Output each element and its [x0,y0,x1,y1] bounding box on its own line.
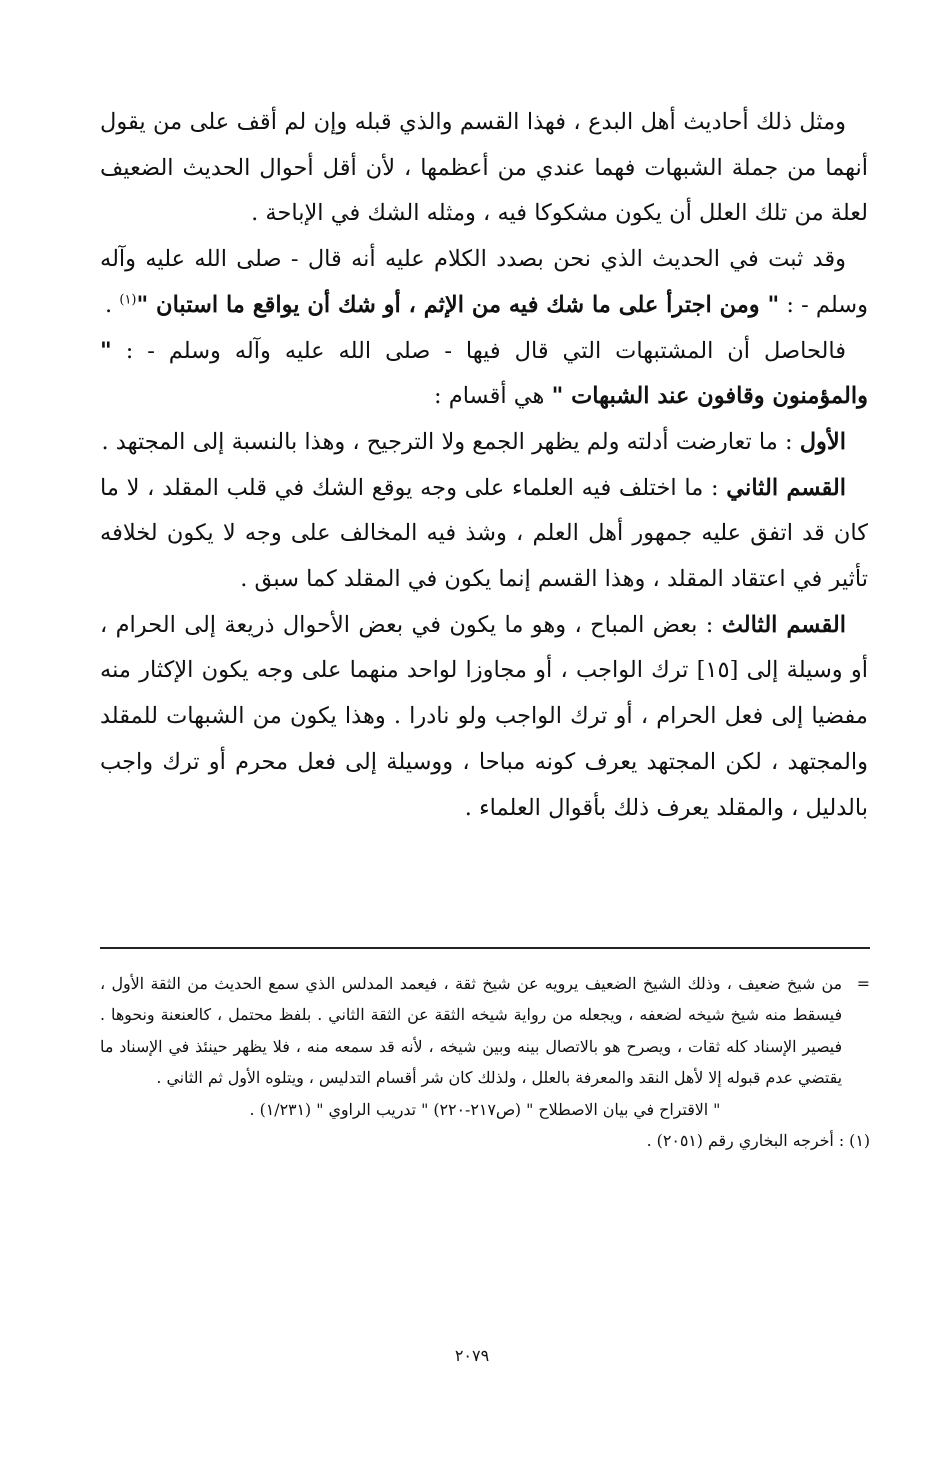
section-first [100,420,868,466]
paragraph-3-end: هي أقسام : [434,383,545,410]
footnote-continuation [100,968,870,1094]
section-third-label: القسم الثالث [721,611,846,638]
section-second-label: القسم الثاني [726,474,847,501]
main-text [100,100,868,831]
paragraph-2-end: . [105,291,113,318]
footnote-continuation-text: من شيخ ضعيف ، وذلك الشيخ الضعيف يرويه عن شيخ ثقة ، فيعمد المدلس الذي سمع الحديث من الثقة الأول ، فيسقط منه شيخ شيخه لضعفه ، ويجعله من رواية شيخه الثقة عن الثقة الثاني . بلفظ محتمل ، كالعنعنة ونحوها . فيصير الإسناد كله ثقات ، ويصرح هو بالاتصال بينه وبين شيخه ، لأنه قد سمعه منه ، فلا يظهر حينئذ في الإسناد ما يقتضي عدم قبوله إلا لأهل النقد والمعرفة بالعلل ، ولذلك كان شر أقسام التدليس ، ويتلوه الأول ثم الثاني . [100,974,842,1088]
footnote-sources: " الاقتراح في بيان الاصطلاح " (ص٢١٧-٢٢٠) " تدريب الراوي " (١/٢٣١) . [249,1099,721,1119]
paragraph-2-lead: وقد ثبت في الحديث الذي نحن بصدد الكلام عليه أنه قال - صلى الله عليه وآله وسلم - : [100,246,868,318]
paragraph-1: ومثل ذلك أحاديث أهل البدع ، فهذا القسم والذي قبله وإن لم أقف على من يقول أنهما من جملة الشبهات فهما عندي من أعظمها ، لأن أقل أحوال الحديث الضعيف لعلة من تلك العلل أن يكون مشكوكا فيه ، ومثله الشك في الإباحة . [100,109,868,227]
section-third-text: : بعض المباح ، وهو ما يكون في بعض الأحوال ذريعة إلى الحرام ، أو وسيلة إلى [١٥] ترك الواجب ، أو مجاوزا لواحد منهما على وجه يكون الإكثار منه مفضيا إلى فعل الحرام ، أو ترك الواجب ولو نادرا . وهذا يكون من الشبهات للمقلد والمجتهد ، لكن المجتهد يعرف كونه مباحا ، ووسيلة إلى فعل محرم أو ترك واجب بالدليل ، والمقلد يعرف ذلك بأقوال العلماء . [100,611,868,821]
section-third [100,603,868,832]
paragraph-3-lead: فالحاصل أن المشتبهات التي قال فيها - صلى الله عليه وآله وسلم - : [125,337,846,364]
footnote-1: (١) : أخرجه البخاري رقم (٢٠٥١) . [646,1131,870,1151]
continuation-mark: = [856,974,870,993]
section-second [100,466,868,603]
footnotes [100,968,870,1156]
section-first-text: : ما تعارضت أدلته ولم يظهر الجمع ولا الترجيح ، وهذا بالنسبة إلى المجتهد . [101,428,793,455]
hadith-quote-1: " ومن اجترأ على ما شك فيه من الإثم ، أو شك أن يواقع ما استبان " [136,291,780,318]
footnote-ref-1: (١) [119,292,137,308]
section-second-text: : ما اختلف فيه العلماء على وجه يوقع الشك في قلب المقلد ، لا ما كان قد اتفق عليه جمهور أهل العلم ، وشذ فيه المخالف على وجه لا يكون لخلافه تأثير في اعتقاد المقلد ، وهذا القسم إنما يكون في المقلد كما سبق . [100,474,868,593]
hadith-quote-2: " والمؤمنون وقافون عند الشبهات " [100,337,868,410]
section-first-label: الأول [799,428,846,455]
footnote-divider [100,947,870,949]
paragraph-2 [100,237,868,328]
paragraph-3 [100,329,868,420]
page-number: ٢٠٧٩ [454,1346,490,1365]
